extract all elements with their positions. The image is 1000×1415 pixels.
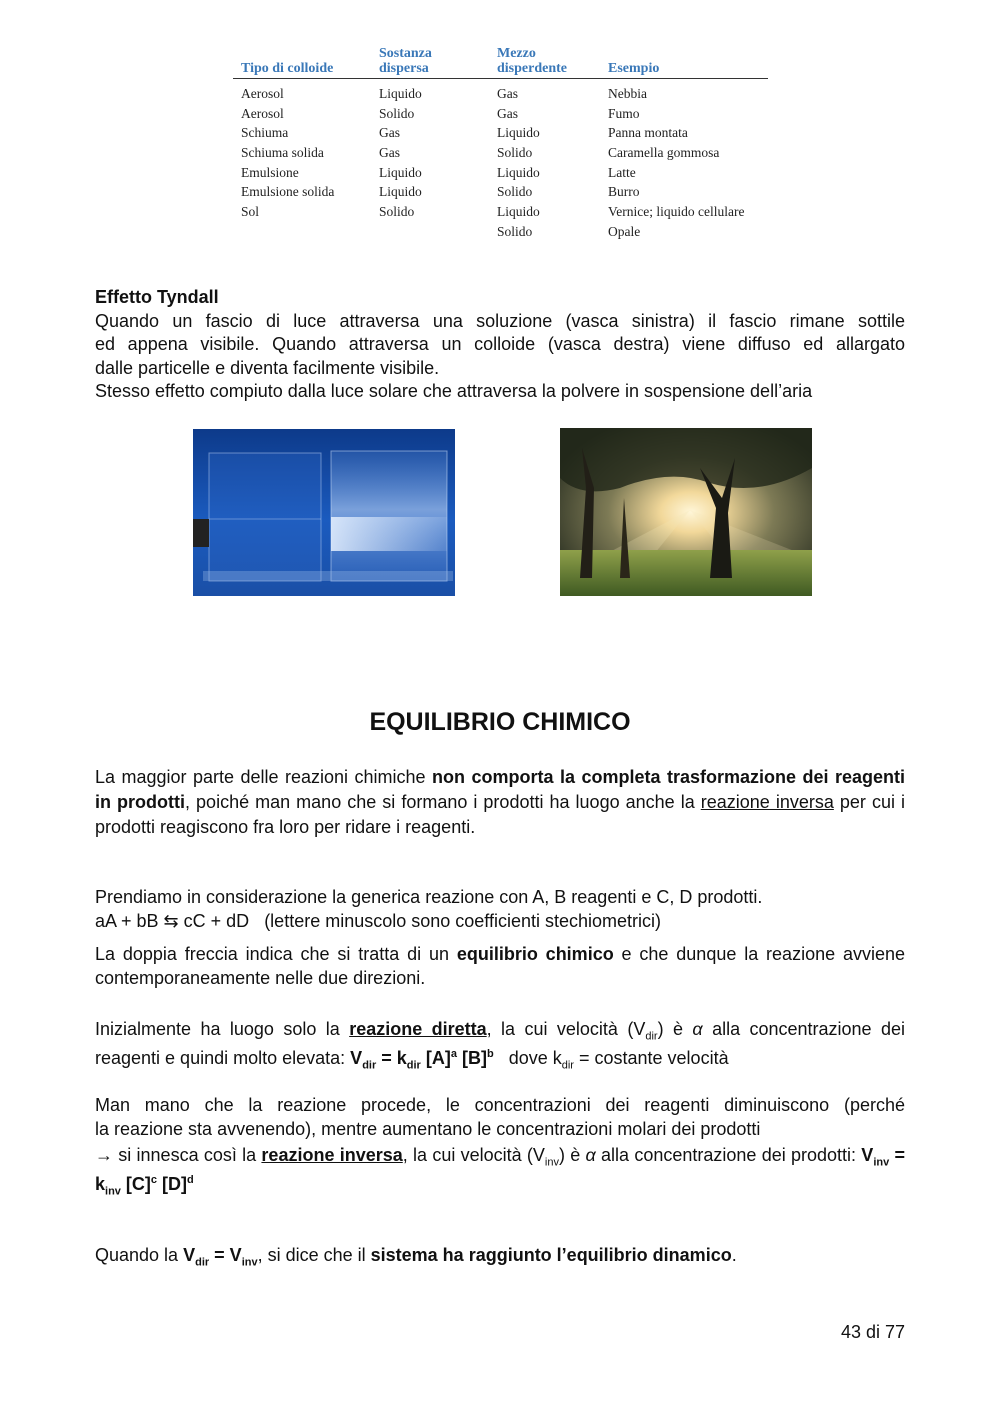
generic-reaction [95,886,905,933]
table-header-sostanza: Sostanza dispersa [379,46,432,76]
tyndall-text-line: ed appena visibile. Quando attraversa un colloide (vasca destra) viene diffuso ed allargato [95,334,905,354]
reaction-equation-line [95,910,905,934]
table-row: Emulsione solida Liquido Solido Burro [241,184,640,200]
section-title: EQUILIBRIO CHIMICO [369,708,631,736]
page-number: 43 di 77 [840,1322,905,1342]
reaction-equation: aA + bB ⇆ cC + dD [95,910,250,931]
tyndall-text-line: Quando un fascio di luce attraversa una soluzione (vasca sinistra) il fascio rimane sottile [95,310,905,331]
table-row: Aerosol Liquido Gas Nebbia [241,86,647,101]
tyndall-section [95,286,905,404]
table-header-mezzo: Mezzo disperdente [497,46,567,76]
tyndall-tanks-photo [193,429,455,596]
inverse-rate-text: → si innesca così la reazione inversa, la cui velocità $(V_{inv})$ è α alla concentrazione dei prodotti: $V_{inv} = k_{inv}$ $[C]^c$ $[D]^d$ [95,1145,905,1198]
arrow-icon: → [95,1145,113,1165]
table-header-row [233,40,768,79]
table-header-tipo: Tipo di colloide [241,61,334,76]
consider-line: Prendiamo in considerazione la generica reazione con A, B reagenti e C, D prodotti. [95,887,763,907]
forest-illustration [560,428,812,596]
table-row: Solido Opale [497,223,641,239]
table-row: Sol Solido Liquido Vernice; liquido cellulare [241,204,745,220]
tanks-illustration [193,429,455,596]
inverse-text-line: la reazione sta avvenendo), mentre aumentano le concentrazioni molari dei prodotti [95,1118,761,1139]
colloid-table [233,40,768,241]
inverse-text-line: Man mano che la reazione procede, le concentrazioni dei reagenti diminuiscono (perché [95,1095,905,1115]
tyndall-sunlight-text: Stesso effetto compiuto dalla luce solare che attraversa la polvere in sospensione dell’aria [95,381,813,401]
intro-paragraph: La maggior parte delle reazioni chimiche non comporta la completa trasformazione dei reagenti in prodotti, poiché man mano che si formano i prodotti ha luogo anche la reazione inversa per cui i prodotti reagiscono fra loro per ridare i reagenti. [95,767,905,837]
inverse-reaction-paragraph [95,1094,905,1199]
tyndall-heading: Effetto Tyndall [95,287,219,307]
table-row: Aerosol Solido Gas Fumo [241,105,640,121]
double-arrow-paragraph: La doppia freccia indica che si tratta di un equilibrio chimico e che dunque la reazione avviene contemporaneamente nelle due direzioni. [95,944,905,988]
table-row: Schiuma Gas Liquido Panna montata [241,125,688,141]
equation-note: (lettere minuscolo sono coefficienti stechiometrici) [264,910,662,931]
sunlight-forest-photo [560,428,812,596]
table-header-esempio: Esempio [608,61,660,76]
inverse-rate-formula: $V_{inv} = k_{inv}$ $[C]^c$ $[D]^d$ [95,1145,905,1198]
direct-rate-formula: $V_{dir} = k_{dir}$ $[A]^a$ $[B]^b$ [350,1048,494,1072]
tyndall-text-line: dalle particelle e diventa facilmente visibile. [95,357,440,378]
equilibrium-statement: Quando la $V_{dir} = V_{inv}$, si dice che il sistema ha raggiunto l’equilibrio dinamico. [95,1245,737,1269]
table-row: Schiuma solida Gas Solido Caramella gommosa [241,145,720,161]
table-row: Emulsione Liquido Liquido Latte [241,164,636,180]
direct-reaction-paragraph: Inizialmente ha luogo solo la reazione diretta, la cui velocità $(V_{dir})$ è α alla concentrazione dei reagenti e quindi molto elevata: $V_{dir} = k_{dir}$ $[A]^a$ $[B]^b$ dove $k_{dir}$ = costante velocità [95,1019,905,1072]
